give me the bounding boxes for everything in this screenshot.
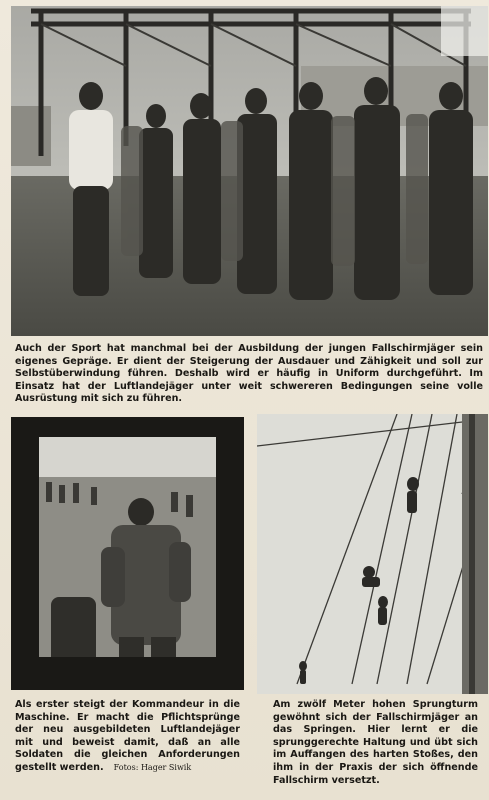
commander-boarding-aircraft-photo [11, 417, 244, 690]
photo-credit: Fotos: Hager Siwik [113, 762, 192, 772]
bottom-left-caption-text: Als erster steigt der Kommandeur in die Maschine. Er macht die Pflichtsprünge der neu ausgebildeten Luftlandejäger mit und beweist damit, daß an alle Soldaten die gleichen Anforderungen gestellt werden. [15, 699, 240, 773]
jump-tower-training-photo [257, 414, 488, 694]
bottom-right-photo-caption: Am zwölf Meter hohen Sprungturm gewöhnt sich der Fallschirmjäger an das Springen. Hier lernt er die sprunggerechte Haltung und übt sich im Auffangen des harten Stoßes, den ihm in der Praxis der sich öffnende Fallschirm versetzt. [273, 699, 478, 786]
top-photo-caption: Auch der Sport hat manchmal bei der Ausbildung der jungen Fallschirmjäger sein eigenes Gepräge. Er dient der Steigerung der Ausdauer und Zähigkeit und soll zur Selbstüberwindung führen. Deshalb wird er häufig in Uniform durchgeführt. Im Einsatz hat der Luftlandejäger unter weit schwereren Bedingungen seine volle Ausrüstung mit sich zu führen. [15, 343, 483, 405]
running-paratroopers-photo [11, 6, 488, 336]
bottom-left-photo-caption [15, 699, 240, 775]
